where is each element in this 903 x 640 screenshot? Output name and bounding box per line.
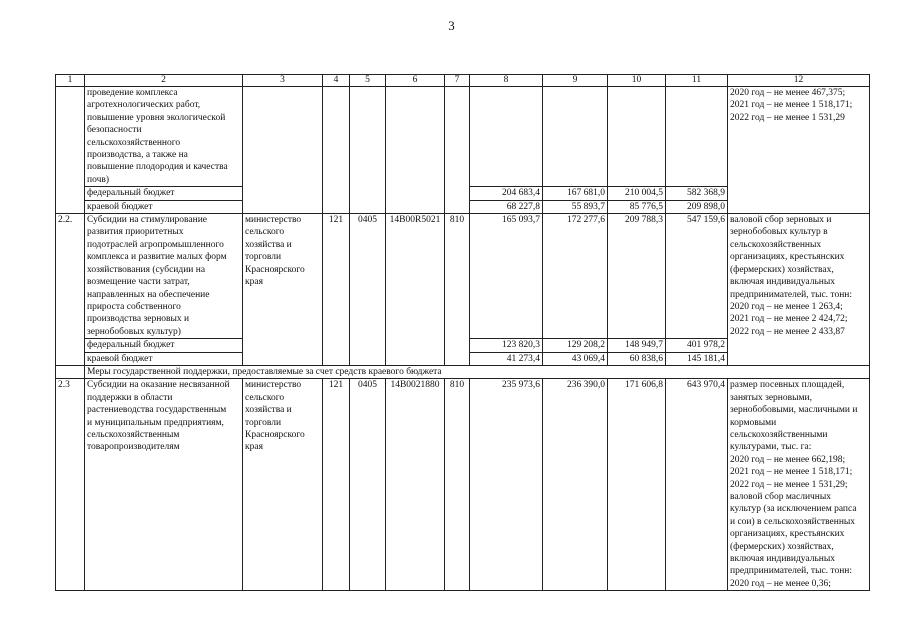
value-cell: 172 277,6 <box>543 214 608 339</box>
value-cell: 123 820,3 <box>470 339 543 352</box>
table-row <box>56 214 870 339</box>
value-cell: 148 949,7 <box>608 339 666 352</box>
value-cell: 643 970,4 <box>666 379 728 591</box>
code-cell: 121 <box>323 214 350 366</box>
value-cell: 41 273,4 <box>470 352 543 365</box>
value-cell: 210 004,5 <box>608 187 666 200</box>
col-header-1: 1 <box>56 75 85 87</box>
value-cell: 145 181,4 <box>666 352 728 365</box>
code-cell: 121 <box>323 379 350 591</box>
value-cell: 401 978,2 <box>666 339 728 352</box>
value-cell: 582 368,9 <box>666 187 728 200</box>
col-header-10: 10 <box>608 75 666 87</box>
funding-label: краевой бюджет <box>85 352 243 365</box>
value-cell: 171 606,8 <box>608 379 666 591</box>
table-row <box>56 87 870 187</box>
code-cell: 14В0021880 <box>386 379 445 591</box>
value-cell: 60 838,6 <box>608 352 666 365</box>
header-row <box>56 75 870 87</box>
measure-description: Субсидии на оказание несвязанной поддержки в области растениеводства государственным и муниципальным предприятиям, сельскохозяйственным товаропроизводителям <box>85 379 243 591</box>
col-header-3: 3 <box>243 75 323 87</box>
executor-cell: министерство сельского хозяйства и торговли Красноярского края <box>243 379 323 591</box>
value-cell: 165 093,7 <box>470 214 543 339</box>
funding-label: федеральный бюджет <box>85 339 243 352</box>
value-cell: 236 390,0 <box>543 379 608 591</box>
value-cell: 209 898,0 <box>666 200 728 213</box>
col-header-6: 6 <box>386 75 445 87</box>
section-row <box>56 365 870 378</box>
program-table <box>55 74 870 591</box>
row-number: 2.2. <box>56 214 85 366</box>
code-cell: 810 <box>445 379 470 591</box>
col-header-4: 4 <box>323 75 350 87</box>
value-cell: 68 227,8 <box>470 200 543 213</box>
col-header-7: 7 <box>445 75 470 87</box>
funding-label: федеральный бюджет <box>85 187 243 200</box>
col-header-5: 5 <box>350 75 386 87</box>
col-header-12: 12 <box>728 75 870 87</box>
value-cell: 204 683,4 <box>470 187 543 200</box>
code-cell: 810 <box>445 214 470 366</box>
value-cell: 55 893,7 <box>543 200 608 213</box>
col-header-11: 11 <box>666 75 728 87</box>
measure-description: проведение комплекса агротехнологических работ, повышение уровня экологической безопасности сельскохозяйственного производства, а также на повышение плодородия и качества почв) <box>85 87 243 187</box>
col-header-8: 8 <box>470 75 543 87</box>
code-cell: 0405 <box>350 379 386 591</box>
col-header-9: 9 <box>543 75 608 87</box>
value-cell: 547 159,6 <box>666 214 728 339</box>
section-title: Меры государственной поддержки, предоставляемые за счет средств краевого бюджета <box>85 365 870 378</box>
indicator-cell: валовой сбор зерновых и зернобобовых культур в сельскохозяйственных организациях, крестьянских (фермерских) хозяйствах, включая индивидуальных предпринимателей, тыс. тонн: 2020 год – не менее 1 263,4; 2021 год – не менее 2 424,72; 2022 год – не менее 2 433,87 <box>728 214 870 366</box>
value-cell: 209 788,3 <box>608 214 666 339</box>
value-cell: 129 208,2 <box>543 339 608 352</box>
indicator-cell: 2020 год – не менее 467,375; 2021 год – не менее 1 518,171; 2022 год – не менее 1 531,29 <box>728 87 870 214</box>
row-number: 2.3 <box>56 379 85 591</box>
table-row <box>56 379 870 591</box>
code-cell: 0405 <box>350 214 386 366</box>
measure-description: Субсидии на стимулирование развития приоритетных подотраслей агропромышленного комплекса и развитие малых форм хозяйствования (субсидии на возмещение части затрат, направленных на обеспечение прироста собственного производства зерновых и зернобобовых культур) <box>85 214 243 339</box>
funding-label: краевой бюджет <box>85 200 243 213</box>
col-header-2: 2 <box>85 75 243 87</box>
executor-cell: министерство сельского хозяйства и торговли Красноярского края <box>243 214 323 366</box>
value-cell: 235 973,6 <box>470 379 543 591</box>
value-cell: 85 776,5 <box>608 200 666 213</box>
value-cell: 43 069,4 <box>543 352 608 365</box>
indicator-cell: размер посевных площадей, занятых зерновыми, зернобобовыми, масличными и кормовыми сельскохозяйственными культурами, тыс. га: 2020 год – не менее 662,198; 2021 год – не менее 1 518,171; 2022 год – не менее 1 531,29; валовой сбор масличных культур (за исключением рапса и сои) в сельскохозяйственных организациях, крестьянских (фермерских) хозяйствах, включая индивидуальных предпринимателей, тыс. тонн: 2020 год – не менее 0,36; <box>728 379 870 591</box>
page-number: 3 <box>448 18 455 33</box>
value-cell: 167 681,0 <box>543 187 608 200</box>
code-cell: 14В00R5021 <box>386 214 445 366</box>
